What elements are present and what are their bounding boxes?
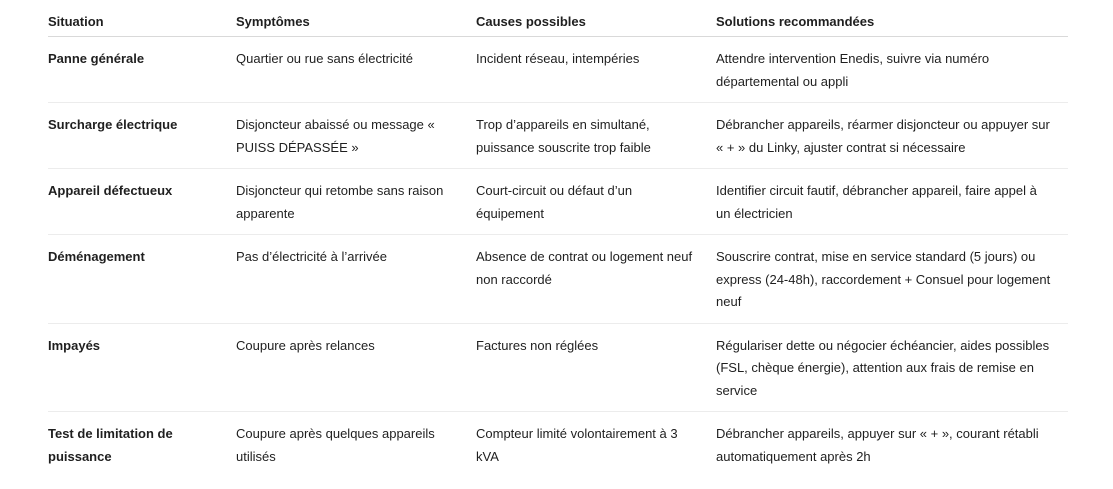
cell-causes: Absence de contrat ou logement neuf non raccordé <box>476 235 716 324</box>
cell-solutions: Identifier circuit fautif, débrancher appareil, faire appel à un électricien <box>716 169 1068 235</box>
cell-solutions: Débrancher appareils, appuyer sur « + », courant rétabli automatiquement après 2h <box>716 426 1039 464</box>
table-container <box>48 0 1068 477</box>
cell-causes: Trop d’appareils en simultané, puissance souscrite trop faible <box>476 103 716 169</box>
cell-situation: Impayés <box>48 323 236 412</box>
cell-causes: Court-circuit ou défaut d’un équipement <box>476 169 716 235</box>
cell-symptomes: Pas d’électricité à l’arrivée <box>236 235 476 324</box>
cell-situation: Panne générale <box>48 37 236 103</box>
cell-causes: Incident réseau, intempéries <box>476 37 716 103</box>
table-row <box>48 235 1068 324</box>
situations-table <box>48 0 1068 477</box>
table-row <box>48 169 1068 235</box>
cell-solutions: Régulariser dette ou négocier échéancier, aides possibles (FSL, chèque énergie), attention aux frais de remise en service <box>716 323 1068 412</box>
cell-solutions: Souscrire contrat, mise en service standard (5 jours) ou express (24-48h), raccordement + Consuel pour logement neuf <box>716 235 1068 324</box>
table-header-row <box>48 0 1068 37</box>
cell-situation: Test de limitation de puissance <box>48 426 173 464</box>
cell-symptomes: Disjoncteur qui retombe sans raison apparente <box>236 169 476 235</box>
cell-symptomes: Disjoncteur abaissé ou message « PUISS DÉPASSÉE » <box>236 103 476 169</box>
cell-situation: Surcharge électrique <box>48 103 236 169</box>
cell-situation: Appareil défectueux <box>48 169 236 235</box>
cell-symptomes: Coupure après quelques appareils utilisés <box>236 426 435 464</box>
header-symptomes: Symptômes <box>236 0 476 37</box>
table-row <box>48 323 1068 412</box>
cell-symptomes: Coupure après relances <box>236 323 476 412</box>
header-solutions: Solutions recommandées <box>716 0 1068 37</box>
cell-symptomes: Quartier ou rue sans électricité <box>236 37 476 103</box>
table-row <box>48 103 1068 169</box>
header-situation: Situation <box>48 0 236 37</box>
cell-causes: Compteur limité volontairement à 3 kVA <box>476 426 678 464</box>
cell-situation: Déménagement <box>48 235 236 324</box>
cell-solutions: Débrancher appareils, réarmer disjoncteur ou appuyer sur « + » du Linky, ajuster contrat si nécessaire <box>716 103 1068 169</box>
header-causes: Causes possibles <box>476 0 716 37</box>
cell-solutions: Attendre intervention Enedis, suivre via numéro départemental ou appli <box>716 37 1068 103</box>
table-row <box>48 412 1068 478</box>
cell-causes: Factures non réglées <box>476 323 716 412</box>
table-row <box>48 37 1068 103</box>
